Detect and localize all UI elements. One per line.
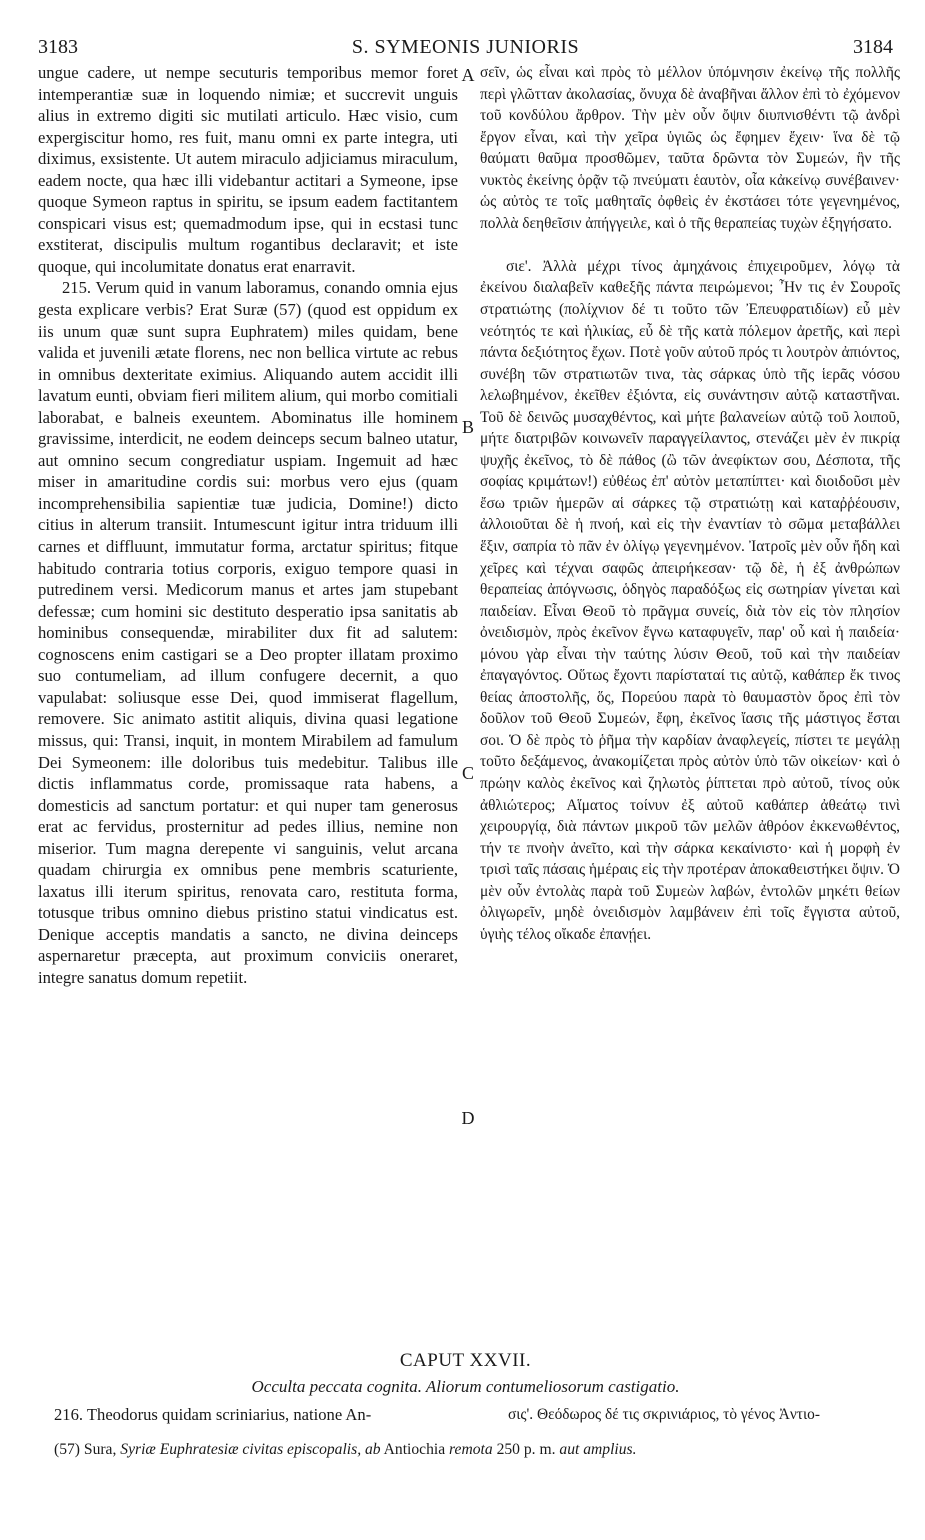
page-header <box>38 34 893 60</box>
chapter-title: CAPUT XXVII. <box>399 1350 532 1371</box>
footnote-text: remota <box>449 1441 493 1458</box>
section-marker-b: B <box>461 417 474 437</box>
footnote-text: Antiochia <box>383 1441 446 1458</box>
greek-paragraph: σεῖν, ὡς εἶναι καὶ πρὸς τὸ μέλλον ὑπόμνησιν ἐκείνῳ τῆς πολλῆς περὶ γλῶτταν ἀκολασίας, ὄνυχα δὲ ἀναβῆναι ἄλλον ἐπὶ τὸ ἐχόμενον τοῦ κονδύλου ἄρθρον. Τὴν μὲν οὖν ὄψιν διυπνισθέντι τῷ ἀνδρὶ ἔργον εἶναι, καὶ τὴν χεῖρα ὑγιῶς ὡς ἔφημεν ἔχειν· ἵνα δὲ τῷ θαύματι θαῦμα προσθῶμεν, ταῦτα δρῶντα τὸν Συμεών, ἣν τῆς νυκτὸς ἐκείνης ὁρᾷν τῷ πνεύματι ἑαυτὸν, οἷα κἀκείνῳ συνέβαινεν· ὡς αὐτὸς τε τοῖς μαθηταῖς ὀφθεὶς ἐν ἐκστάσει τότε γεγενημένος, πολλὰ δεηθεῖσιν ἀπήγγειλε, καὶ ὁ τῆς θεραπείας τυχὼν ἐξηγήσατο. <box>480 64 900 232</box>
latin-column <box>38 62 458 989</box>
latin-chapter-start: 216. Theodorus quidam scriniarius, natione An- <box>54 1405 372 1424</box>
page-number-left: 3183 <box>38 36 78 58</box>
chapter-subtitle: Occulta peccata cognita. Aliorum contumeliosorum castigatio. <box>251 1377 680 1396</box>
page-number-right: 3184 <box>853 36 893 58</box>
latin-paragraph: ungue cadere, ut nempe secuturis temporibus memor foret intemperantiæ suæ in loquendo nimiæ; et succrevit unguis alius in extremo digiti sic mutilati articulo. Hæc visio, cum expergiscitur homo, res fuit, manu omni ex parte integra, uti diximus, exsistente. Ut autem miraculo adjiciamus miraculum, eadem nocte, qua hæc illi videbantur actitari a Symeone, ipse quoque Symeon raptus in spiritu, se ipsum eadem factitantem conspicari visus est; quemadmodum ipse, qui in ecstasi tunc exstiterat, discipulis multum rogantibus declaravit; et iste quoque, qui incolumitate donatus erat enarravit. <box>38 63 458 276</box>
section-marker-d: D <box>461 1108 475 1128</box>
footnote-text: Sura, <box>83 1441 117 1458</box>
footnote-text: 250 p. m. <box>496 1441 556 1458</box>
running-title: S. SYMEONIS JUNIORIS <box>351 36 580 58</box>
greek-chapter-start: σις'. Θεόδωρος δέ τις σκρινιάριος, τὸ γένος Ἀντιο- <box>508 1406 820 1423</box>
footnote-text: aut amplius. <box>559 1441 637 1458</box>
greek-paragraph: σιε'. Ἀλλὰ μέχρι τίνος ἀμηχάνοις ἐπιχειροῦμεν, λόγῳ τὰ ἐκείνου διαλαβεῖν καθεξῆς πάντα πειρώμενοι; Ἦν τις ἐν Σουροῖς στρατιώτης (πολίχνιον δέ τι τοῦτο τῶν Ἐπευφρατιδίων) εὖ μὲν νεότητός τε καὶ ἡλικίας, εὖ δὲ τῆς κατὰ πόλεμον ἀρετῆς, καὶ περὶ πάντα δεξιότητος ἔχων. Ποτὲ γοῦν αὐτοῦ πρός τι λουτρὸν ἀπιόντος, συνέβη τῶν στρατιωτῶν τινα, τὰς σάρκας ὑπὸ τῆς ἱερᾶς νόσου λελωβημένον, ἐκεῖθεν ἐξιόντα, εἰς συνάντησιν αὐτῷ καταστῆναι. Τοῦ δὲ δεινῶς μυσαχθέντος, καὶ μήτε βαλανείων αὐτῷ τοῦ λοιποῦ, μήτε διατριβῶν κοινωνεῖν παραγγείλαντος, στενάζει μὲν ἐν πικρίᾳ ψυχῆς ἐκεῖνος, τὸ δὲ πάθος (ὢ τῶν ἀνεφίκτων σου, Δέσποτα, τῆς σοφίας κριμάτων!) εὐθέως ἐπ' αὐτὸν μεταπίπτει· καὶ διοιδοῦσι μὲν ἔσω τριῶν ἡμερῶν αἱ σάρκες τῷ στρατιώτῃ καὶ καταῤῥέουσιν, ἀλλοιοῦται δὲ ἡ πνοή, καὶ εἰς τὴν ἐναντίαν τὸ σῶμα μεταβάλλει ἕξιν, σαπρία τὸ πᾶν ἐν ὀλίγῳ γεγενημένον. Ἰατροῖς μὲν οὖν ἤδη καὶ χεῖρες καὶ τέχναι σαφῶς ἀπειρήκεσαν· τῷ δὲ, ἡ ἐξ ἀνθρώπων θεραπείας ἀπόγνωσις, ὁδηγὸς παραδόξως εἰς σωτηρίαν γίνεται καὶ παιδείαν. Εἶναι Θεοῦ τὸ πρᾶγμα συνείς, διὰ τὸν εἰς τὸν πλησίον ὀνειδισμὸν, πρὸς ἐκεῖνον ἔγνω καταφυγεῖν, παρ' οὗ καὶ ἡ παιδεία· μόνου γὰρ εἶναι τὴν ταύτης λύσιν Θεοῦ, τοῦ καὶ τὴν παιδείαν ἐπαγαγόντος. Οὕτως ἔχοντι παρίσταταί τις αὐτῷ, καθάπερ ἔκ τινος θείας ἀποστολῆς, ὅς, Πορεύου παρὰ τὸ θαυμαστὸν ὄρος ἐπὶ τὸν δοῦλον τοῦ Θεοῦ Συμεών, ἔφη, ἐκεῖνος ἴασις τῆς μάστιγος ἔσται σοι. Ὁ δὲ πρὸς τὸ ῥῆμα τὴν καρδίαν ἀναφλεγείς, πίστει τε μεγάλῃ τοῦτο δεξάμενος, ἀνακομίζεται πρὸς αὐτὸν ὑπὸ τῶν οἰκείων· καὶ ὁ πρώην καλὸς ἐκεῖνος καὶ ζηλωτὸς ῥίπτεται πρὸ αὐτοῦ, τίνος οὐκ ἀθλιώτερος; Αἵματος τοίνυν ἐξ αὐτοῦ καθάπερ ἀθεάτῳ τινὶ χειρουργίᾳ, διὰ πάντων μικροῦ τῶν μελῶν ἀθρόον ἐκκενωθέντος, τήν τε πνοὴν ἀνεῖτο, καὶ τὴν σάρκα κεκαίνιστο· καὶ ἡ μορφὴ ἐν τρισὶ ταῖς πάσαις ἡμέραις εἰς τὴν προτέραν ἀποκαθειστήκει ὄψιν. Ὁ μὲν οὖν ἐντολὰς παρὰ τοῦ Συμεὼν λαβών, ἐντολῶν μηκέτι θείων ὀλιγωρεῖν, μηδὲ ὀνειδισμὸν λαμβάνειν ἐπὶ τοῖς ἔγγιστα αὐτοῦ, ὑγιὴς τέλος οἴκαδε ἐπανῄει. <box>480 257 900 943</box>
footnote-number: (57) <box>54 1441 80 1458</box>
latin-paragraph: 215. Verum quid in vanum laboramus, conando omnia ejus gesta explicare verbis? Erat Suræ (57) (quod est oppidum ex iis unum quæ sunt supra Euphratem) miles quidam, bene valida et juvenili ætate florens, nec non bellica virtute ac rebus in omnibus dexteritate eximius. Aliquando autem accidit illi lavatum eunti, obviam fieri militem alium, qui morbo comitiali laborabat, e balneis exeuntem. Abominatus ille hominem gravissime, interdicit, ne eodem deinceps secum balneo utatur, aut omnino secum congrediatur uspiam. Ingemuit ad hæc miser in amaritudine cordis sui: morbus vero ejus (quam incomprehensibilia sapientiæ tuæ judicia, Domine!) dicto citius in alterum transiit. Intumescunt igitur intra triduum illi carnes et diffluunt, immutatur forma, arctatur spiritus; fitque habitudo contraria totius corporis, exiguo tempore quasi in putredinem versi. Medicorum manus et artes jam stupebant defessæ; cum homini sic destituto desperatio ipsa sanitatis ab hominibus consequendæ, mirabiliter dux fit ad salutem: cognoscens enim castigari se a Deo propter illatam proximo suo contumeliam, ad illum confugere decernit, a quo vapulabat: soliusque esse Dei, quod immiserat flagellum, removere. Sic animato astitit aliquis, divina quasi legatione missus, qui: Transi, inquit, in montem Mirabilem ad famulum Dei Symeonem: ille doloribus tuis medebitur. Talibus ille dictis inflammatus corde, promissaque rata habens, a domesticis ad sanctum portatur: et qui nuper tam generosus erat ac fervidus, prosternitur ad pedes illius, nemine non miserior. Tum magna derepente vi sanguinis, velut arcana quadam chirurgia ex omnibus pene membris scaturiente, laxatus illi iterum spiritus, renovata caro, restituta forma, totusque tribus omnino diebus pristino statui vindicatus est. Denique acceptis mandatis a sancto, ne divina deinceps aspernaretur præcepta, aut proximum conviciis oneraret, integre sanatus domum repetiit. <box>38 278 458 987</box>
section-marker-c: C <box>461 763 474 783</box>
footnote <box>54 1440 894 1460</box>
footnote-text: Syriæ Euphratesiæ civitas episcopalis, ab <box>120 1441 381 1458</box>
greek-column <box>480 62 900 945</box>
section-marker-a: A <box>461 65 475 85</box>
